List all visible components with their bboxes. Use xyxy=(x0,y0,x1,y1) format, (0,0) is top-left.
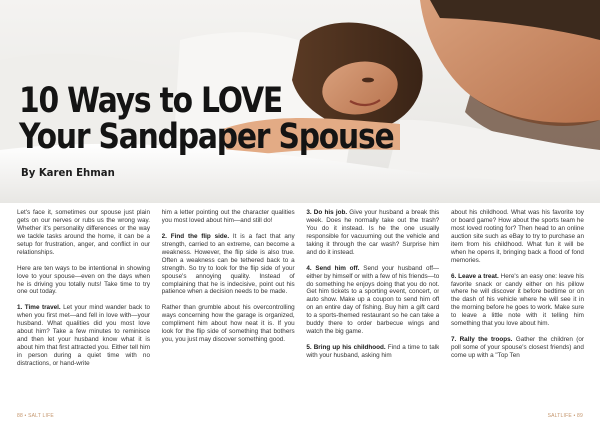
title-line-1: 10 Ways to LOVE xyxy=(19,81,283,121)
paragraph: 5. Bring up his childhood. Find a time to talk with your husband, asking him xyxy=(306,344,440,360)
paragraph: 7. Rally the troops. Gather the children (or poll some of your spouse's closest friends) and come up with a "Top Ten xyxy=(450,336,584,360)
page-footer-right: SALTLIFE • 89 xyxy=(547,413,583,419)
paragraph: Let's face it, sometimes our spouse just plain gets on our nerves or rubs us the wrong way. Whether it's personality differences or the way we tackle tasks around the home, it can be a setup for frustration, anger, and conflict in our relationships. xyxy=(17,209,150,256)
article-title xyxy=(19,83,394,155)
paragraph: 3. Do his job. Give your husband a break this week. Does he normally take out the trash? You do it instead. Is he the one usually responsible for vacuuming out the vehicle and taking it through the car wash? Surprise him and do it instead. xyxy=(306,209,440,256)
paragraph: 4. Send him off. Send your husband off—either by himself or with a few of his friends—to do something he enjoys doing that you do not. Get him tickets to a sporting event, concert, or auto show. Make up a coupon to send him off on an entire day of fishing. Buy him a gift card to a sports-themed restaurant so he can take a buddy there to order barbecue wings and watch the big game. xyxy=(306,264,440,336)
column-3 xyxy=(306,209,439,411)
column-4 xyxy=(451,209,584,411)
paragraph: about his childhood. What was his favorite toy or board game? How about the sports team he most loved rooting for? Then head to an online auction site such as eBay to try to purchase an item from his childhood. What fun it will be when he opens it, bringing back a flood of fond memories. xyxy=(450,209,584,264)
page-footer-left: 88 • SALT LIFE xyxy=(17,413,54,419)
paragraph: 2. Find the flip side. It is a fact that any strength, carried to an extreme, can become a weakness. However, the flip side is also true. Often a weakness can be tethered back to a strength. So try to look for the flip side of your spouse's annoying quality. Instead of complaining that he is indecisive, point out his patience when a decision needs to be made. xyxy=(161,232,295,296)
column-2 xyxy=(162,209,295,411)
hero-photo xyxy=(0,0,600,203)
paragraph: 6. Leave a treat. Here's an easy one: leave his favorite snack or candy either on his pillow where he will discover it before bedtime or on the dash of his vehicle where he will see it in the morning before he goes to work. Make sure to leave a little note with it telling him something that you love about him. xyxy=(450,272,584,328)
paragraph: Rather than grumble about his overcontrolling ways concerning how the garage is organized, compliment him about how neat it is. If you look for the flip side of something that bothers you, you just may discover something good. xyxy=(161,304,295,344)
paragraph: Here are ten ways to be intentional in showing love to your spouse—even on the days when he is driving you totally nuts! Take time to try one out today. xyxy=(17,264,150,296)
body-columns xyxy=(17,209,584,411)
paragraph: 1. Time travel. Let your mind wander back to when you first met—and fell in love with—your husband. What qualities did you most love about him? Take a few minutes to reminisce and then let your husband know what it is about him that first attracted you. Either tell him in person during a quiet time with no distractions, or hand-write xyxy=(17,304,150,367)
byline: By Karen Ehman xyxy=(21,166,115,179)
paragraph: him a letter pointing out the character qualities you most loved about him—and still do! xyxy=(161,209,295,224)
column-1 xyxy=(17,209,150,411)
title-line-2: Your Sandpaper Spouse xyxy=(19,117,394,157)
